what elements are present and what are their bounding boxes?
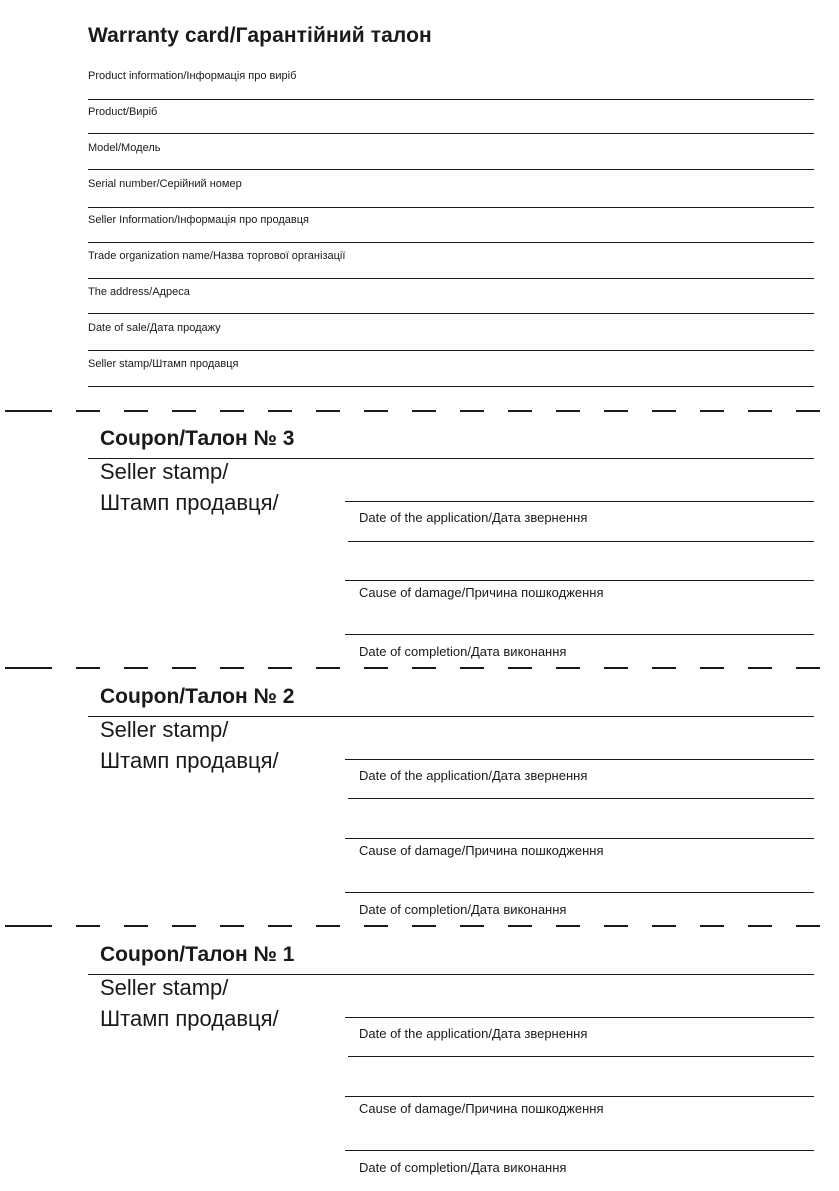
coupon-field-line[interactable]: [345, 634, 814, 635]
field-label-product: Product/Виріб: [88, 106, 158, 118]
coupon-field-line[interactable]: [345, 1096, 814, 1097]
coupon-field-line[interactable]: [345, 580, 814, 581]
coupon-stamp-line2: Штамп продавця/: [100, 748, 279, 773]
coupon-completion-date-label: Date of completion/Дата виконання: [359, 1160, 567, 1175]
field-line[interactable]: [88, 99, 814, 100]
coupon-damage-cause-label: Cause of damage/Причина пошкодження: [359, 1101, 604, 1116]
coupon-title: Coupon/Талон № 2: [100, 685, 295, 708]
coupon-field-line[interactable]: [348, 1056, 814, 1057]
field-label-trade-organization: Trade organization name/Назва торгової організації: [88, 250, 346, 262]
coupon-stamp-label: [100, 456, 279, 518]
coupon-field-line[interactable]: [345, 1150, 814, 1151]
coupon-stamp-line1: Seller stamp/: [100, 459, 229, 484]
coupon-stamp-line1: Seller stamp/: [100, 975, 229, 1000]
coupon-title: Coupon/Талон № 1: [100, 943, 295, 966]
coupon-stamp-line1: Seller stamp/: [100, 717, 229, 742]
coupon-field-line[interactable]: [345, 501, 814, 502]
field-label-address: The address/Адреса: [88, 286, 190, 298]
coupon-stamp-label: [100, 714, 279, 776]
cut-line: [0, 410, 839, 412]
field-line[interactable]: [88, 313, 814, 314]
cut-line: [0, 925, 839, 927]
coupon-application-date-label: Date of the application/Дата звернення: [359, 1026, 588, 1041]
coupon-stamp-label: [100, 972, 279, 1034]
field-line[interactable]: [88, 386, 814, 387]
coupon-field-line[interactable]: [348, 798, 814, 799]
field-label-seller-information: Seller Information/Інформація про продавця: [88, 214, 309, 226]
coupon-application-date-label: Date of the application/Дата звернення: [359, 510, 588, 525]
coupon-application-date-label: Date of the application/Дата звернення: [359, 768, 588, 783]
field-line[interactable]: [88, 278, 814, 279]
coupon-stamp-line2: Штамп продавця/: [100, 1006, 279, 1031]
field-label-model: Model/Модель: [88, 142, 161, 154]
coupon-stamp-line2: Штамп продавця/: [100, 490, 279, 515]
field-line[interactable]: [88, 207, 814, 208]
coupon-field-line[interactable]: [345, 838, 814, 839]
coupon-completion-date-label: Date of completion/Дата виконання: [359, 644, 567, 659]
field-label-serial-number: Serial number/Серійний номер: [88, 178, 242, 190]
coupon-field-line[interactable]: [345, 1017, 814, 1018]
coupon-damage-cause-label: Cause of damage/Причина пошкодження: [359, 585, 604, 600]
field-label-product-information: Product information/Інформація про виріб: [88, 70, 297, 82]
field-line[interactable]: [88, 133, 814, 134]
field-line[interactable]: [88, 350, 814, 351]
page-title: Warranty card/Гарантійний талон: [88, 24, 432, 47]
coupon-damage-cause-label: Cause of damage/Причина пошкодження: [359, 843, 604, 858]
coupon-title: Coupon/Талон № 3: [100, 427, 295, 450]
field-line[interactable]: [88, 242, 814, 243]
field-label-seller-stamp: Seller stamp/Штамп продавця: [88, 358, 239, 370]
coupon-field-line[interactable]: [345, 892, 814, 893]
cut-line: [0, 667, 839, 669]
field-label-date-of-sale: Date of sale/Дата продажу: [88, 322, 221, 334]
coupon-field-line[interactable]: [348, 541, 814, 542]
coupon-field-line[interactable]: [345, 759, 814, 760]
coupon-completion-date-label: Date of completion/Дата виконання: [359, 902, 567, 917]
field-line[interactable]: [88, 169, 814, 170]
